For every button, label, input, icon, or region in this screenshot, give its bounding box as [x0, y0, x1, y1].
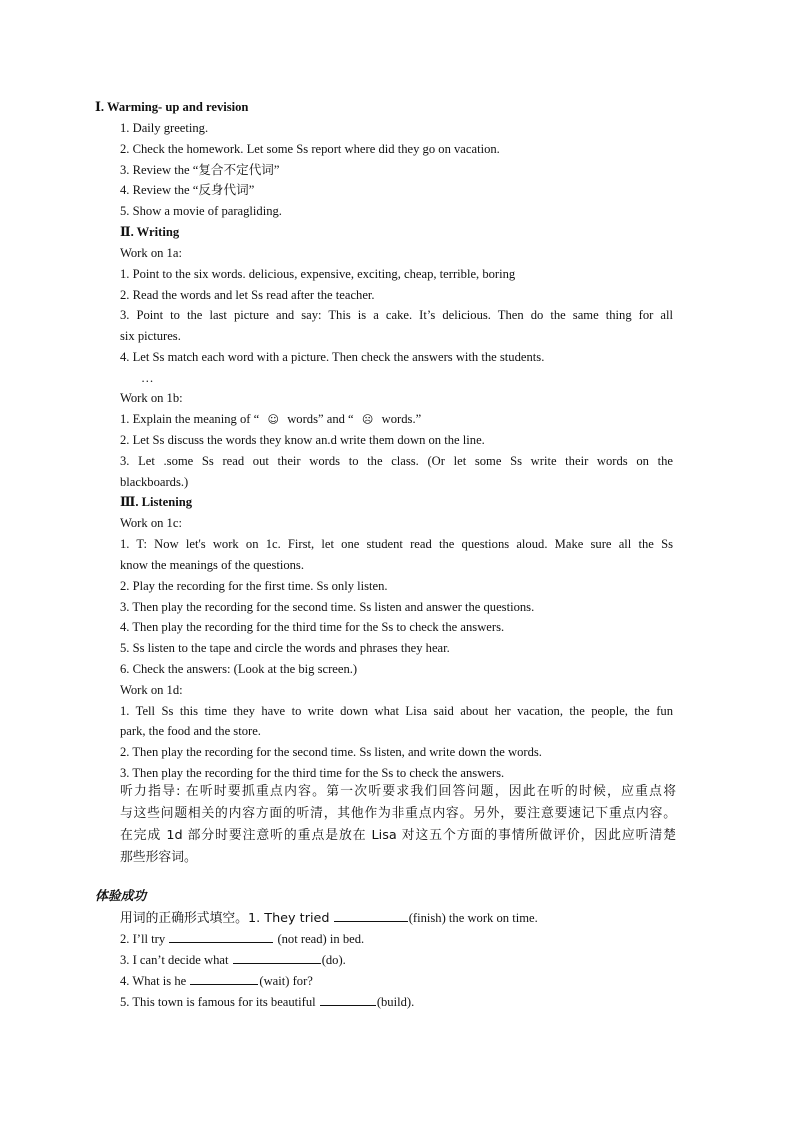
answer-blank[interactable]	[334, 910, 408, 922]
listening-tip-line: 在完成 1d 部分时要注意听的重点是放在 Lisa 对这五个方面的事情所做评价，因此应听清楚	[120, 828, 676, 843]
text: (wait) for?	[259, 974, 313, 988]
text: 4. What is he	[120, 974, 187, 988]
list-item-continued: park, the food and the store.	[120, 724, 261, 738]
exercise-item	[120, 994, 414, 1010]
answer-blank[interactable]	[320, 994, 376, 1006]
answer-blank[interactable]	[233, 952, 321, 964]
text: 3. I can’t decide what	[120, 953, 229, 967]
list-item-continued: six pictures.	[120, 329, 181, 343]
list-item: 2. Play the recording for the first time. Ss only listen.	[120, 579, 388, 593]
list-item: 3. Then play the recording for the second time. Ss listen and answer the questions.	[120, 600, 535, 614]
smile-icon: ☺	[267, 413, 279, 426]
list-item: 3. Let .some Ss read out their words to the class. (Or let some Ss write their words on the	[120, 454, 673, 468]
text: words.”	[381, 412, 422, 426]
list-item: 2. Then play the recording for the second time. Ss listen, and write down the words.	[120, 745, 542, 759]
list-item: 3. Then play the recording for the third time for the Ss to check the answers.	[120, 766, 505, 780]
text: 5. This town is famous for its beautiful	[120, 995, 316, 1009]
list-item: 1. Tell Ss this time they have to write down what Lisa said about her vacation, the people, the fun	[120, 704, 673, 718]
text: (build).	[376, 995, 415, 1009]
exercise-item	[120, 910, 538, 928]
work-title-1d: Work on 1d:	[120, 683, 183, 697]
list-item: 4. Then play the recording for the third time for the Ss to check the answers.	[120, 620, 505, 634]
list-item: 2. Let Ss discuss the words they know an.d write them down on the line.	[120, 433, 485, 447]
answer-blank[interactable]	[190, 973, 258, 985]
list-item-continued: blackboards.)	[120, 475, 189, 489]
section-heading-warming-up: Ⅰ. Warming- up and revision	[95, 100, 249, 114]
list-item: 3. Point to the last picture and say: This is a cake. It’s delicious. Then do the same thing for all	[120, 308, 673, 322]
text: (do).	[321, 953, 346, 967]
list-item: 2. Check the homework. Let some Ss report where did they go on vacation.	[120, 142, 500, 156]
work-title-1b: Work on 1b:	[120, 391, 183, 405]
list-item	[120, 411, 421, 428]
list-item: 5. Show a movie of paragliding.	[120, 204, 282, 218]
list-item: 6. Check the answers: (Look at the big screen.)	[120, 662, 358, 676]
list-item-continued: know the meanings of the questions.	[120, 558, 304, 572]
section-heading-writing: Ⅱ. Writing	[120, 225, 180, 239]
text: 1. Explain the meaning of “	[120, 412, 260, 426]
answer-blank[interactable]	[169, 931, 273, 943]
list-item: 4. Let Ss match each word with a picture. Then check the answers with the students.	[120, 350, 545, 364]
text: (not read) in bed.	[277, 932, 365, 946]
section-heading-listening: Ⅲ. Listening	[120, 495, 193, 509]
work-title-1c: Work on 1c:	[120, 516, 182, 530]
list-item: 1. T: Now let's work on 1c. First, let one student read the questions aloud. Make sure all the Ss	[120, 537, 673, 551]
text: 用词的正确形式填空。1. They tried	[120, 911, 330, 926]
listening-tip-line: 与这些问题相关的内容方面的听清，其他作为非重点内容。另外，要注意要速记下重点内容。	[120, 806, 676, 821]
frown-icon: ☹	[361, 413, 374, 426]
listening-tip-line: 听力指导: 在听时要抓重点内容。第一次听要求我们回答问题，因此在听的时候，应重点将	[120, 784, 676, 799]
list-item: 2. Read the words and let Ss read after the teacher.	[120, 288, 375, 302]
list-item: 5. Ss listen to the tape and circle the words and phrases they hear.	[120, 641, 450, 655]
list-item: 1. Daily greeting.	[120, 121, 209, 135]
ellipsis: …	[141, 371, 154, 385]
exercise-item	[120, 952, 346, 968]
work-title-1a: Work on 1a:	[120, 246, 182, 260]
text: 2. I’ll try	[120, 932, 166, 946]
text: words” and “	[287, 412, 354, 426]
list-item: 4. Review the “反身代词”	[120, 183, 255, 197]
text: (finish) the work on time.	[408, 911, 538, 925]
practice-heading: 体验成功	[95, 889, 147, 904]
exercise-item	[120, 931, 364, 947]
exercise-item	[120, 973, 313, 989]
list-item: 3. Review the “复合不定代词”	[120, 163, 280, 177]
listening-tip-line: 那些形容词。	[120, 850, 197, 865]
list-item: 1. Point to the six words. delicious, expensive, exciting, cheap, terrible, boring	[120, 267, 516, 281]
